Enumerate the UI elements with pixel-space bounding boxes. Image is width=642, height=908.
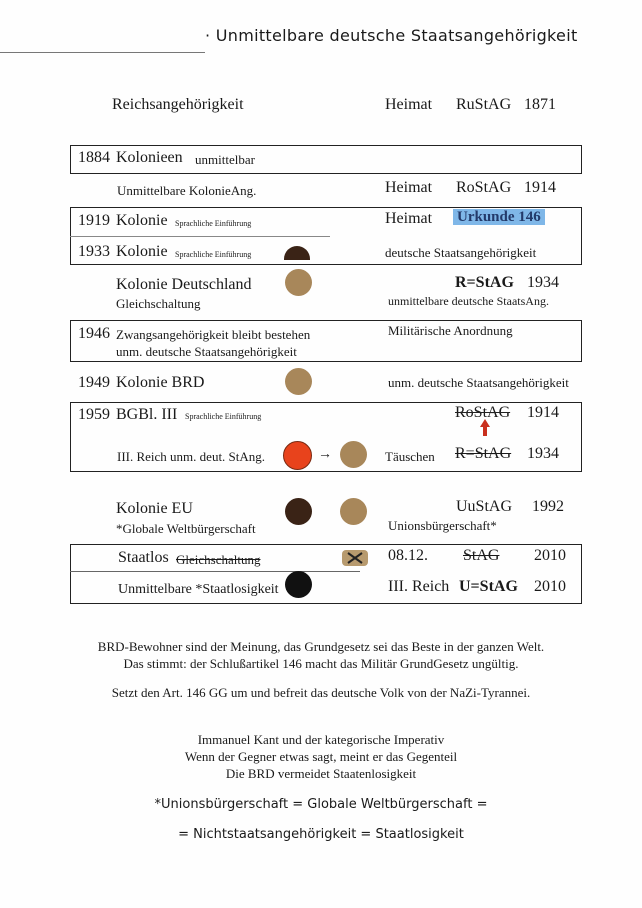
paragraph-line-4: Immanuel Kant und der kategorische Imperativ	[197, 732, 445, 747]
u-stag-code: U=StAG	[459, 578, 518, 595]
r-stag-code-1959	[455, 445, 511, 463]
u-stag-year: 2010	[534, 578, 566, 595]
title-word-2: deutsche	[329, 26, 406, 45]
box-divider	[70, 236, 330, 237]
rostag-code: RoStAG	[456, 179, 512, 196]
title-word-3: Staatsangehörigkeit	[410, 26, 578, 45]
rustag-code: RuStAG	[456, 96, 512, 113]
rostag-code-1959-text: RoStAG	[455, 404, 511, 421]
unmittelbare-staatlosigkeit: Unmittelbare *Staatlosigkeit	[118, 582, 279, 597]
heimat-label-2: Heimat	[385, 179, 433, 196]
stag-code-2010-text: StAG	[463, 547, 500, 564]
taeuschen-label: Täuschen	[385, 449, 435, 464]
rustag-year: 1871	[524, 96, 556, 113]
crossed-patch	[342, 550, 368, 566]
paragraph-line-6: Die BRD vermeidet Staatenlosigkeit	[225, 766, 417, 781]
militaerische-anordnung: Militärische Anordnung	[388, 323, 513, 338]
year-1919: 1919	[78, 212, 110, 229]
heimat-label-1: Heimat	[385, 96, 433, 113]
tan-dot-1949	[285, 368, 312, 395]
r-stag-code: R=StAG	[455, 274, 514, 291]
r-stag-year-1959: 1934	[527, 445, 559, 462]
stag-year-2010: 2010	[534, 547, 566, 564]
year-1884: 1884	[78, 149, 110, 166]
year-1949-text: 1949	[78, 374, 110, 391]
urkunde-146-text: Urkunde 146	[453, 209, 545, 225]
unm-deutsche-staatsangehoerigkeit-1946: unm. deutsche Staatsangehörigkeit	[116, 344, 297, 359]
unionsbuergerschaft: Unionsbürgerschaft*	[388, 518, 497, 533]
kolonie-deutschland: Kolonie Deutschland	[116, 276, 252, 293]
tan-dot-1959	[340, 441, 367, 468]
reichsangehoerigkeit-label: Reichsangehörigkeit	[112, 96, 244, 113]
unmittelbar-note: unmittelbar	[195, 152, 255, 167]
date-0812: 08.12.	[388, 547, 428, 564]
kolonie-1919: Kolonie	[116, 212, 168, 229]
sprachliche-note-1919: Sprachliche Einführung	[175, 219, 252, 228]
heimat-label-3: Heimat	[385, 210, 433, 227]
kolonieen-label: Kolonieen	[116, 149, 183, 166]
title-word-1: Unmittelbare	[215, 26, 325, 45]
gleichschaltung-struck	[176, 552, 260, 568]
tan-dot-1934	[285, 269, 312, 296]
r-stag-year: 1934	[527, 274, 559, 291]
year-1959: 1959	[78, 406, 110, 423]
orange-red-dot	[283, 441, 312, 470]
paragraph-line-5: Wenn der Gegner etwas sagt, meint er das Gegenteil	[184, 749, 458, 764]
paragraph-line-3: Setzt den Art. 146 GG um und befreit das deutsche Volk von der NaZi-Tyrannei.	[111, 685, 531, 700]
year-1949	[78, 374, 110, 392]
kolonie-1933: Kolonie	[116, 243, 168, 260]
tan-dot-eu	[340, 498, 367, 525]
year-1933: 1933	[78, 243, 110, 260]
x-mark-icon	[342, 550, 368, 566]
r-stag-code-1959-text: R=StAG	[455, 445, 512, 462]
right-arrow-icon: →	[318, 447, 332, 462]
sprachliche-note-1933: Sprachliche Einführung	[175, 250, 252, 259]
kolonie-brd: Kolonie BRD	[116, 374, 205, 391]
globale-weltbuergerschaft: *Globale Weltbürgerschaft	[116, 521, 256, 536]
black-dot	[285, 571, 312, 598]
urkunde-146-highlight	[453, 209, 545, 226]
footer-line-1: *Unionsbürgerschaft = Globale Weltbürgerschaft =	[154, 797, 488, 812]
zwangsangehoerigkeit-text: Zwangsangehörigkeit bleibt bestehen	[116, 327, 311, 342]
year-1946: 1946	[78, 325, 110, 342]
unmittelbare-deutsche-staatsang: unmittelbare deutsche StaatsAng.	[388, 294, 549, 308]
paragraph-line-2: Das stimmt: der Schlußartikel 146 macht das Militär GrundGesetz ungültig.	[123, 656, 519, 671]
gleichschaltung-struck-text: Gleichschaltung	[176, 552, 261, 567]
uustag-year: 1992	[532, 498, 564, 515]
iii-reich-unm-deut-stang: III. Reich unm. deut. StAng.	[117, 449, 266, 464]
paragraph-line-1: BRD-Bewohner sind der Meinung, das Grundgesetz sei das Beste in der ganzen Welt.	[97, 639, 545, 654]
staatlos-divider	[70, 571, 360, 572]
unm-deutsche-staatsangehoerigkeit-1949: unm. deutsche Staatsangehörigkeit	[388, 375, 569, 390]
rostag-year: 1914	[524, 179, 556, 196]
iii-reich-label: III. Reich	[388, 578, 450, 595]
unmittelbare-kolonieang: Unmittelbare KolonieAng.	[117, 183, 257, 198]
stag-code-2010	[463, 547, 499, 565]
dark-brown-dot	[285, 498, 312, 525]
deutsche-staatsangehoerigkeit-1: deutsche Staatsangehörigkeit	[385, 245, 537, 260]
uustag-code: UuStAG	[456, 498, 513, 515]
kolonie-eu: Kolonie EU	[116, 500, 193, 517]
up-arrow-icon	[480, 419, 490, 427]
bgbl-iii: BGBl. III	[116, 406, 178, 423]
staatlos-label: Staatlos	[118, 549, 169, 566]
page-title: · Unmittelbare deutsche Staatsangehörigkeit	[205, 26, 578, 45]
rostag-year-1959: 1914	[527, 404, 559, 421]
gleichschaltung-label: Gleichschaltung	[116, 296, 201, 311]
sprachliche-note-1959: Sprachliche Einführung	[185, 412, 262, 421]
footer-line-2: = Nichtstaatsangehörigkeit = Staatlosigkeit	[178, 827, 464, 842]
title-rule	[0, 52, 205, 53]
